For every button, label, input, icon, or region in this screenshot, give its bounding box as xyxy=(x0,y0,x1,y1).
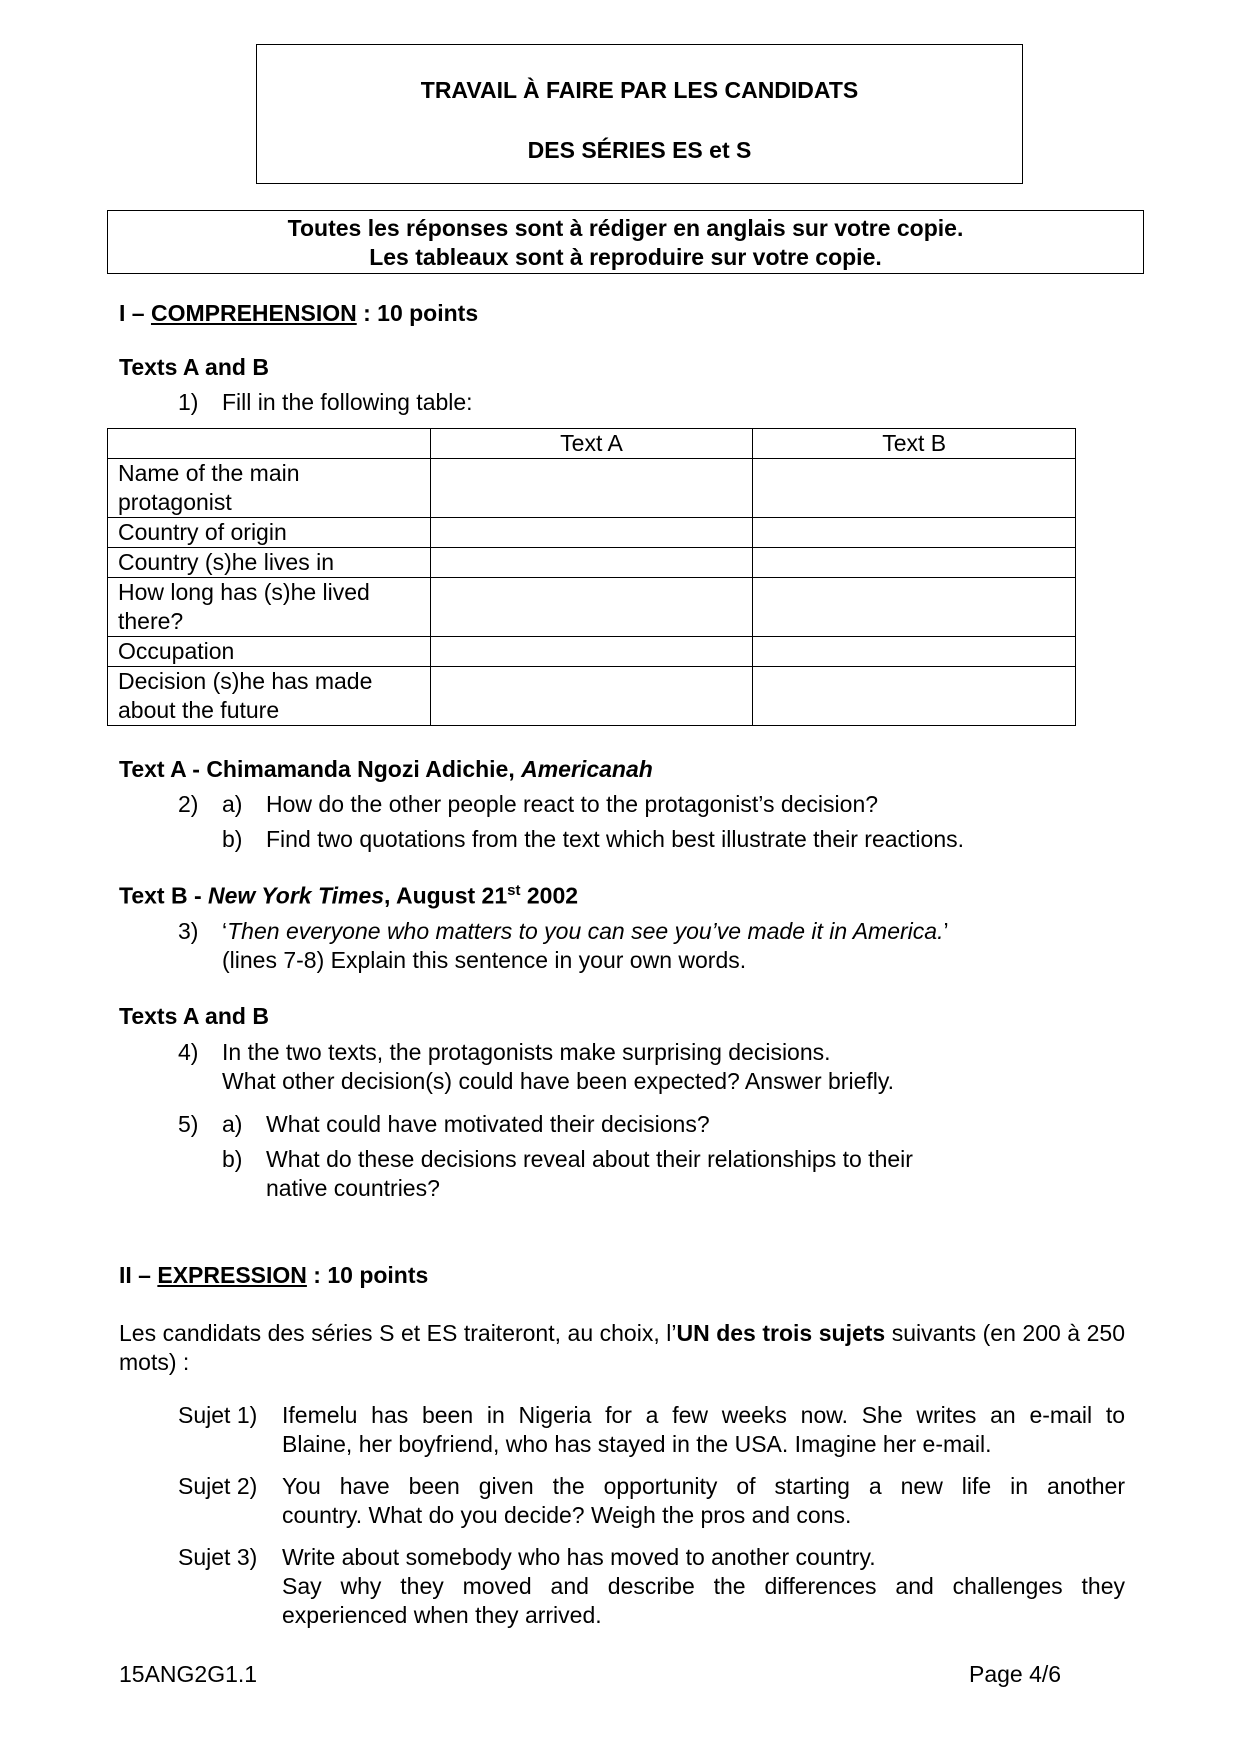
table-cell-text-a xyxy=(430,637,753,667)
question-5b-line-1: What do these decisions reveal about their relationships to their xyxy=(266,1146,913,1172)
question-5b-letter: b) xyxy=(222,1146,243,1172)
instructions-box xyxy=(107,210,1144,274)
text-b-newspaper: New York Times xyxy=(208,882,385,909)
table-cell-text-b xyxy=(753,578,1076,637)
question-1-number: 1) xyxy=(178,389,199,415)
sujet-2-line-2: country. What do you decide? Weigh the pros and cons. xyxy=(282,1502,852,1528)
sujet-2-label: Sujet 2) xyxy=(178,1473,258,1499)
question-1-text: Fill in the following table: xyxy=(222,389,473,415)
table-row xyxy=(108,459,1076,518)
table-cell-text-b xyxy=(753,459,1076,518)
table-cell-text-a xyxy=(430,578,753,637)
table-header-cell xyxy=(108,429,431,459)
sujet-3-label: Sujet 3) xyxy=(178,1544,258,1570)
table-cell-text-a xyxy=(430,459,753,518)
table-row xyxy=(108,667,1076,726)
sujet-3-line-1: Write about somebody who has moved to another country. xyxy=(282,1544,876,1570)
table-header-text-b: Text B xyxy=(753,429,1076,459)
table-header-text-a: Text A xyxy=(430,429,753,459)
question-4-line-1: In the two texts, the protagonists make surprising decisions. xyxy=(222,1039,831,1065)
table-cell-text-a xyxy=(430,667,753,726)
exam-header-box xyxy=(256,44,1023,184)
question-2b-letter: b) xyxy=(222,826,243,852)
table-row-label: How long has (s)he lived there? xyxy=(108,578,431,637)
texts-a-b-title-2: Texts A and B xyxy=(119,1003,269,1029)
table-cell-text-b xyxy=(753,518,1076,548)
question-5b-line-2: native countries? xyxy=(266,1175,440,1201)
comprehension-table xyxy=(107,428,1076,726)
table-row-label: Country of origin xyxy=(108,518,431,548)
footer-page-number: Page 4/6 xyxy=(969,1661,1062,1687)
text-b-title: Text B - New York Times, August 21st 2002 xyxy=(119,882,579,909)
question-5a-letter: a) xyxy=(222,1111,243,1137)
expression-intro-bold: UN des trois sujets xyxy=(676,1320,886,1346)
text-a-title: Text A - Chimamanda Ngozi Adichie, Americanah xyxy=(119,756,653,782)
table-row xyxy=(108,548,1076,578)
table-cell-text-b xyxy=(753,637,1076,667)
table-row xyxy=(108,578,1076,637)
question-3-number: 3) xyxy=(178,918,199,944)
footer-exam-code: 15ANG2G1.1 xyxy=(119,1661,258,1687)
instructions-line-2: Les tableaux sont à reproduire sur votre copie. xyxy=(369,244,882,270)
question-3-line-2: (lines 7-8) Explain this sentence in your own words. xyxy=(222,947,747,973)
instructions-line-1: Toutes les réponses sont à rédiger en anglais sur votre copie. xyxy=(287,215,964,241)
table-cell-text-a xyxy=(430,548,753,578)
header-line-1: TRAVAIL À FAIRE PAR LES CANDIDATS xyxy=(420,77,859,103)
table-row xyxy=(108,637,1076,667)
question-2a-text: How do the other people react to the protagonist’s decision? xyxy=(266,791,879,817)
table-cell-text-b xyxy=(753,667,1076,726)
expression-intro: Les candidats des séries S et ES traiteront, au choix, l’UN des trois sujets suivants (en 200 à 250 mots) : xyxy=(119,1320,1125,1375)
text-a-book-title: Americanah xyxy=(521,756,653,782)
table-cell-text-a xyxy=(430,518,753,548)
question-2-number: 2) xyxy=(178,791,199,817)
table-row xyxy=(108,518,1076,548)
expression-title: EXPRESSION xyxy=(157,1262,307,1288)
table-row-label: Name of the main protagonist xyxy=(108,459,431,518)
table-header-row xyxy=(108,429,1076,459)
question-5-number: 5) xyxy=(178,1111,199,1137)
question-5a-text: What could have motivated their decisions? xyxy=(266,1111,710,1137)
table-row-label: Country (s)he lives in xyxy=(108,548,431,578)
sujet-3-line-2: Say why they moved and describe the differences and challenges they xyxy=(282,1573,1125,1599)
question-2a-letter: a) xyxy=(222,791,243,817)
question-2b-text: Find two quotations from the text which best illustrate their reactions. xyxy=(266,826,964,852)
sujet-1-line-2: Blaine, her boyfriend, who has stayed in the USA. Imagine her e-mail. xyxy=(282,1431,992,1457)
texts-a-b-title-1: Texts A and B xyxy=(119,354,269,380)
question-4-number: 4) xyxy=(178,1039,199,1065)
sujet-1-label: Sujet 1) xyxy=(178,1402,258,1428)
header-line-2: DES SÉRIES ES et S xyxy=(527,137,752,163)
sujet-1-line-1: Ifemelu has been in Nigeria for a few weeks now. She writes an e-mail to xyxy=(282,1402,1125,1428)
question-3-line-1: ‘Then everyone who matters to you can see you’ve made it in America.’ xyxy=(222,918,949,944)
sujet-3-line-3: experienced when they arrived. xyxy=(282,1602,602,1628)
table-cell-text-b xyxy=(753,548,1076,578)
table-row-label: Decision (s)he has made about the future xyxy=(108,667,431,726)
sujet-2-line-1: You have been given the opportunity of starting a new life in another xyxy=(282,1473,1125,1499)
table-row-label: Occupation xyxy=(108,637,431,667)
question-3-quote: Then everyone who matters to you can see you’ve made it in America. xyxy=(227,918,944,944)
comprehension-heading: I – COMPREHENSION : 10 points xyxy=(119,300,479,326)
comprehension-title: COMPREHENSION xyxy=(150,300,357,326)
expression-heading: II – EXPRESSION : 10 points xyxy=(119,1262,429,1288)
question-4-line-2: What other decision(s) could have been expected? Answer briefly. xyxy=(222,1068,895,1094)
